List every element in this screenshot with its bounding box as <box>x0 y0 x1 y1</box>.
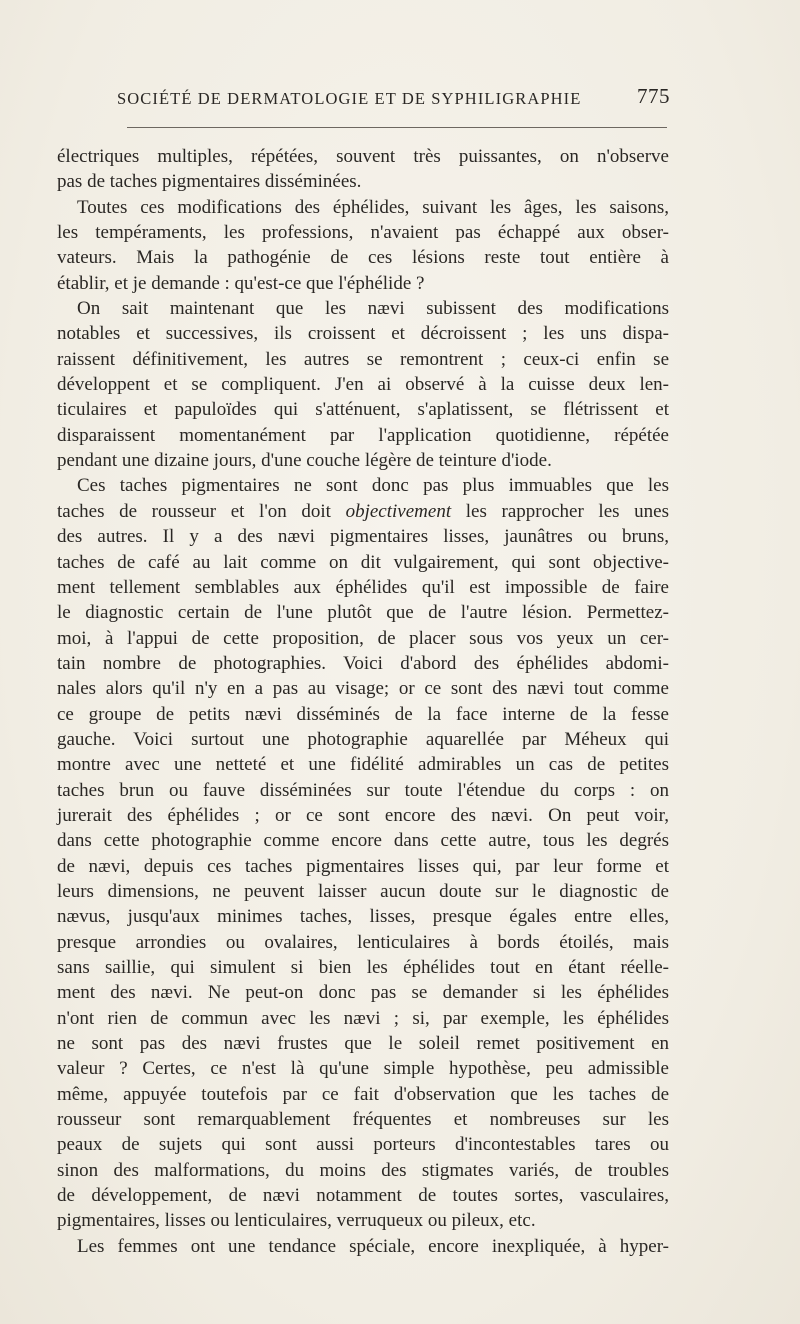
paragraph <box>57 144 669 195</box>
text-line: ticulaires et papuloïdes qui s'atténuent, s'aplatissent, se flétrissent et <box>57 399 669 421</box>
text-line: n'ont rien de commun avec les nævi ; si, par exemple, les éphélides <box>57 1007 669 1029</box>
text-line: rousseur sont remarquablement fréquentes et nombreuses sur les <box>57 1109 669 1131</box>
text-line: valeur ? Certes, ce n'est là qu'une simple hypothèse, peu admissible <box>57 1058 669 1080</box>
text-line: nævus, jusqu'aux minimes taches, lisses, presque égales entre elles, <box>57 906 669 928</box>
text-line: Toutes ces modifications des éphélides, suivant les âges, les saisons, <box>77 196 669 218</box>
text-line: le diagnostic certain de l'une plutôt que de l'autre lésion. Permettez- <box>57 602 669 624</box>
text-line: taches de rousseur et l'on doit objectivement les rapprocher les unes <box>57 500 669 522</box>
text-line: de nævi, depuis ces taches pigmentaires lisses qui, par leur forme et <box>57 855 669 877</box>
text-line: pendant une dizaine jours, d'une couche légère de teinture d'iode. <box>57 450 552 472</box>
text-line: tain nombre de photographies. Voici d'abord des éphélides abdomi- <box>57 652 669 674</box>
text-line: peaux de sujets qui sont aussi porteurs d'incontestables tares ou <box>57 1134 669 1156</box>
text-line: sinon des malformations, du moins des stigmates variés, de troubles <box>57 1159 669 1181</box>
paragraph <box>57 473 669 1233</box>
text-line: gauche. Voici surtout une photographie aquarellée par Méheux qui <box>57 728 669 750</box>
text-line: les tempéraments, les professions, n'avaient pas échappé aux obser- <box>57 222 669 244</box>
text-line: raissent définitivement, les autres se remontrent ; ceux-ci enfin se <box>57 348 669 370</box>
paragraph <box>57 1234 669 1259</box>
text-line: de développement, de nævi notamment de toutes sortes, vasculaires, <box>57 1185 669 1207</box>
text-line: leurs dimensions, ne peuvent laisser aucun doute sur le diagnostic de <box>57 880 669 902</box>
text-line: vateurs. Mais la pathogénie de ces lésions reste tout entière à <box>57 247 669 269</box>
text-line: taches brun ou fauve disséminées sur toute l'étendue du corps : on <box>57 779 669 801</box>
text-line: sans saillie, qui simulent si bien les éphélides tout en étant réelle- <box>57 957 669 978</box>
text-line: établir, et je demande : qu'est-ce que l'éphélide ? <box>57 272 425 294</box>
text-line: Les femmes ont une tendance spéciale, encore inexpliquée, à hyper- <box>77 1235 669 1257</box>
page-number: 775 <box>637 84 670 108</box>
text-line: électriques multiples, répétées, souvent très puissantes, on n'observe <box>57 146 669 167</box>
text-line: montre avec une netteté et une fidélité admirables un cas de petites <box>57 754 669 776</box>
text-line: pigmentaires, lisses ou lenticulaires, verruqueux ou pileux, etc. <box>57 1210 536 1232</box>
text-line: même, appuyée toutefois par ce fait d'observation que les taches de <box>57 1083 669 1105</box>
text-line: moi, à l'appui de cette proposition, de placer sous vos yeux un cer- <box>57 627 669 649</box>
text-line: disparaissent momentanément par l'application quotidienne, répétée <box>57 424 669 446</box>
body-text <box>57 144 669 1259</box>
text-line: ment des nævi. Ne peut-on donc pas se demander si les éphélides <box>57 982 669 1004</box>
header-rule <box>127 127 667 128</box>
header-title: SOCIÉTÉ DE DERMATOLOGIE ET DE SYPHILIGRAPHIE <box>117 89 582 108</box>
text-line: ce groupe de petits nævi disséminés de la face interne de la fesse <box>57 703 669 725</box>
text-line: taches de café au lait comme on dit vulgairement, qui sont objective- <box>57 551 669 573</box>
text-line: presque arrondies ou ovalaires, lenticulaires à bords étoilés, mais <box>57 931 669 953</box>
text-line: notables et successives, ils croissent et décroissent ; les uns dispa- <box>57 323 669 345</box>
text-line: Ces taches pigmentaires ne sont donc pas plus immuables que les <box>77 475 669 497</box>
paragraph <box>57 296 669 473</box>
text-line: On sait maintenant que les nævi subissent des modifications <box>77 298 669 320</box>
running-head <box>117 84 670 114</box>
text-line: dans cette photographie comme encore dans cette autre, tous les degrés <box>57 830 669 852</box>
text-line: développent et se compliquent. J'en ai observé à la cuisse deux len- <box>57 374 669 396</box>
text-line: nales alors qu'il n'y en a pas au visage; or ce sont des nævi tout comme <box>57 678 669 700</box>
text-line: jurerait des éphélides ; or ce sont encore des nævi. On peut voir, <box>57 804 669 826</box>
text-line: des autres. Il y a des nævi pigmentaires lisses, jaunâtres ou bruns, <box>57 526 669 548</box>
text-line: ment tellement semblables aux éphélides qu'il est impossible de faire <box>57 576 669 598</box>
text-line: pas de taches pigmentaires disséminées. <box>57 171 362 193</box>
text-line: ne sont pas des nævi frustes que le soleil remet positivement en <box>57 1033 669 1055</box>
paragraph <box>57 195 669 296</box>
italic-emphasis: objectivement <box>345 500 452 522</box>
